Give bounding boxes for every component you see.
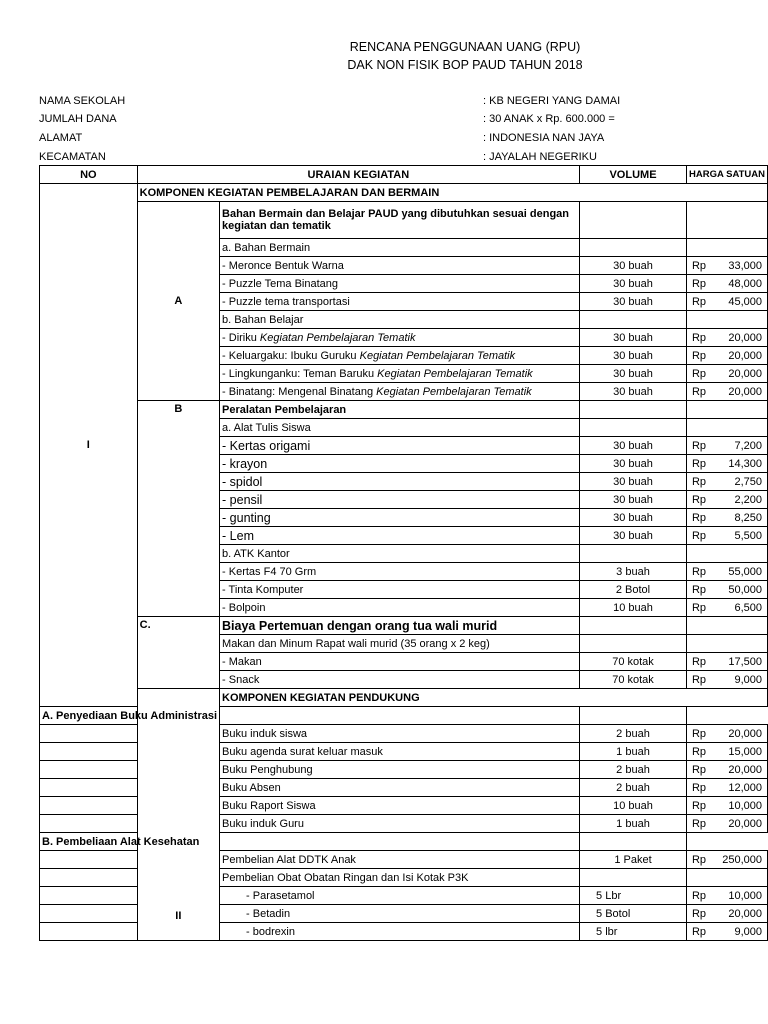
item-volume: 70 kotak <box>580 653 687 671</box>
item-price-cell <box>686 779 767 797</box>
header-uraian: URAIAN KEGIATAN <box>137 166 579 184</box>
empty-cell <box>580 401 687 419</box>
empty-cell <box>580 202 687 239</box>
group-letter: B <box>137 401 219 617</box>
empty-cell <box>686 311 767 329</box>
item-price: 8,250 <box>734 511 762 524</box>
item-name <box>220 329 580 347</box>
item-name: - Puzzle tema transportasi <box>220 293 580 311</box>
empty-cell <box>40 887 138 905</box>
section-number: II <box>137 689 219 941</box>
item-price-cell <box>686 653 767 671</box>
item-price: 20,000 <box>728 331 762 344</box>
item-price: 14,300 <box>728 457 762 470</box>
item-volume: 2 buah <box>580 779 687 797</box>
empty-cell <box>40 797 138 815</box>
item-price: 9,000 <box>734 673 762 686</box>
item-name <box>220 383 580 401</box>
item-price: 20,000 <box>728 385 762 398</box>
subheading: b. ATK Kantor <box>220 545 580 563</box>
item-volume: 3 buah <box>580 563 687 581</box>
item-name: - Lem <box>220 527 580 545</box>
item-volume: 1 buah <box>580 815 687 833</box>
item-price: 10,000 <box>728 799 762 812</box>
info-label: NAMA SEKOLAH <box>39 95 126 107</box>
item-price: 2,200 <box>734 493 762 506</box>
currency-label: Rp <box>691 745 707 758</box>
currency-label: Rp <box>691 475 707 488</box>
item-volume: 5 Botol <box>580 905 687 923</box>
group-letter: C. <box>137 617 219 689</box>
item-name-text: - Diriku <box>222 331 260 344</box>
currency-label: Rp <box>691 529 707 542</box>
item-name: - spidol <box>220 473 580 491</box>
item-volume: 2 Botol <box>580 581 687 599</box>
group-letter: A <box>137 202 219 401</box>
item-price-cell <box>686 923 767 941</box>
empty-cell <box>580 239 687 257</box>
empty-cell <box>220 707 580 725</box>
item-price: 20,000 <box>728 763 762 776</box>
item-price: 33,000 <box>728 259 762 272</box>
empty-cell <box>686 202 767 239</box>
item-name: - Kertas origami <box>220 437 580 455</box>
section-title: KOMPONEN KEGIATAN PENDUKUNG <box>220 689 768 707</box>
item-name <box>220 347 580 365</box>
item-price-cell <box>686 761 767 779</box>
item-name: - Kertas F4 70 Grm <box>220 563 580 581</box>
item-price: 20,000 <box>728 349 762 362</box>
section-title-row <box>40 689 768 707</box>
item-price: 50,000 <box>728 583 762 596</box>
header-volume: VOLUME <box>580 166 687 184</box>
item-volume: 30 buah <box>580 455 687 473</box>
currency-label: Rp <box>691 385 707 398</box>
item-price: 2,750 <box>734 475 762 488</box>
item-price-cell <box>686 797 767 815</box>
subheading: a. Bahan Bermain <box>220 239 580 257</box>
currency-label: Rp <box>691 763 707 776</box>
empty-cell <box>686 617 767 635</box>
item-volume: 30 buah <box>580 293 687 311</box>
empty-cell <box>40 725 138 743</box>
item-volume: 30 buah <box>580 527 687 545</box>
item-name: - gunting <box>220 509 580 527</box>
empty-cell <box>580 617 687 635</box>
empty-cell <box>40 851 138 869</box>
item-name: - Meronce Bentuk Warna <box>220 257 580 275</box>
item-price: 12,000 <box>728 781 762 794</box>
currency-label: Rp <box>691 295 707 308</box>
item-name: Pembelian Alat DDTK Anak <box>220 851 580 869</box>
empty-cell <box>40 815 138 833</box>
subheading: b. Bahan Belajar <box>220 311 580 329</box>
item-name: Buku Penghubung <box>220 761 580 779</box>
currency-label: Rp <box>691 853 707 866</box>
currency-label: Rp <box>691 781 707 794</box>
subheading: Pembelian Obat Obatan Ringan dan Isi Kotak P3K <box>220 869 580 887</box>
item-name: - Bolpoin <box>220 599 580 617</box>
item-volume: 30 buah <box>580 491 687 509</box>
currency-label: Rp <box>691 439 707 452</box>
item-price: 20,000 <box>728 907 762 920</box>
empty-cell <box>686 419 767 437</box>
item-volume: 10 buah <box>580 599 687 617</box>
info-label: ALAMAT <box>39 132 83 144</box>
currency-label: Rp <box>691 889 707 902</box>
item-price-cell <box>686 725 767 743</box>
item-price-cell <box>686 671 767 689</box>
item-name-text: - Lingkunganku: Teman Baruku <box>222 367 378 380</box>
group-title: Bahan Bermain dan Belajar PAUD yang dibutuhkan sesuai dengan kegiatan dan tematik <box>220 202 580 239</box>
item-price-cell <box>686 905 767 923</box>
item-name: Buku Absen <box>220 779 580 797</box>
item-volume: 2 buah <box>580 725 687 743</box>
item-price-cell <box>686 275 767 293</box>
currency-label: Rp <box>691 673 707 686</box>
info-value: : 30 ANAK x Rp. 600.000 = <box>483 113 615 125</box>
subheading-row <box>40 833 768 851</box>
item-price-cell <box>686 473 767 491</box>
subheading: Makan dan Minum Rapat wali murid (35 orang x 2 keg) <box>220 635 580 653</box>
section-title-row <box>40 184 768 202</box>
item-price: 250,000 <box>722 853 762 866</box>
item-price-cell <box>686 293 767 311</box>
document-title: RENCANA PENGGUNAAN UANG (RPU) <box>349 40 581 54</box>
item-name: - Snack <box>220 671 580 689</box>
item-volume: 30 buah <box>580 347 687 365</box>
item-price-cell <box>686 581 767 599</box>
info-value: : KB NEGERI YANG DAMAI <box>483 95 621 107</box>
item-name: - Makan <box>220 653 580 671</box>
item-name: Buku induk siswa <box>220 725 580 743</box>
currency-label: Rp <box>691 655 707 668</box>
item-price-cell <box>686 851 767 869</box>
empty-cell <box>686 635 767 653</box>
section-number: I <box>40 184 138 707</box>
item-name <box>220 365 580 383</box>
item-price: 15,000 <box>728 745 762 758</box>
currency-label: Rp <box>691 349 707 362</box>
item-price-cell <box>686 527 767 545</box>
item-name: - Tinta Komputer <box>220 581 580 599</box>
item-name-italic: Kegiatan Pembelajaran Tematik <box>377 367 533 380</box>
item-name: Buku agenda surat keluar masuk <box>220 743 580 761</box>
item-volume: 70 kotak <box>580 671 687 689</box>
item-price-cell <box>686 455 767 473</box>
empty-cell <box>580 707 687 725</box>
item-price-cell <box>686 815 767 833</box>
empty-cell <box>40 923 138 941</box>
table-header-row <box>40 166 768 184</box>
empty-cell <box>40 779 138 797</box>
document-subtitle: DAK NON FISIK BOP PAUD TAHUN 2018 <box>347 58 583 72</box>
empty-cell <box>686 545 767 563</box>
subheading: A. Penyediaan Buku Administrasi <box>40 707 220 725</box>
empty-cell <box>40 869 138 887</box>
item-price-cell <box>686 383 767 401</box>
item-volume: 30 buah <box>580 329 687 347</box>
item-price: 10,000 <box>728 889 762 902</box>
item-volume: 30 buah <box>580 437 687 455</box>
item-price-cell <box>686 347 767 365</box>
item-price-cell <box>686 563 767 581</box>
info-value: : JAYALAH NEGERIKU <box>483 151 597 163</box>
item-volume: 30 buah <box>580 257 687 275</box>
subheading: a. Alat Tulis Siswa <box>220 419 580 437</box>
item-name-text: - Keluargaku: Ibuku Guruku <box>222 349 360 362</box>
currency-label: Rp <box>691 457 707 470</box>
empty-cell <box>580 833 687 851</box>
item-price-cell <box>686 509 767 527</box>
info-value: : INDONESIA NAN JAYA <box>483 132 605 144</box>
empty-cell <box>580 545 687 563</box>
item-name: Buku induk Guru <box>220 815 580 833</box>
empty-cell <box>40 761 138 779</box>
item-price: 20,000 <box>728 727 762 740</box>
currency-label: Rp <box>691 367 707 380</box>
group-row <box>40 401 768 419</box>
item-volume: 30 buah <box>580 383 687 401</box>
empty-cell <box>580 869 687 887</box>
group-row <box>40 617 768 635</box>
item-price: 20,000 <box>728 817 762 830</box>
currency-label: Rp <box>691 277 707 290</box>
item-price: 48,000 <box>728 277 762 290</box>
subheading-row <box>40 707 768 725</box>
empty-cell <box>220 833 580 851</box>
item-name: Buku Raport Siswa <box>220 797 580 815</box>
info-label: KECAMATAN <box>39 151 106 163</box>
info-label: JUMLAH DANA <box>39 113 117 125</box>
group-title: Biaya Pertemuan dengan orang tua wali murid <box>220 617 580 635</box>
group-row <box>40 202 768 239</box>
item-name-italic: Kegiatan Pembelajaran Tematik <box>259 331 416 344</box>
item-name-italic: Kegiatan Pembelajaran Tematik <box>359 349 516 362</box>
item-price-cell <box>686 365 767 383</box>
currency-label: Rp <box>691 583 707 596</box>
currency-label: Rp <box>691 565 707 578</box>
item-name: - Betadin <box>220 905 580 923</box>
item-price-cell <box>686 491 767 509</box>
item-name-text: - Binatang: Mengenal Binatang <box>222 385 377 398</box>
group-title: Peralatan Pembelajaran <box>220 401 580 419</box>
currency-label: Rp <box>691 511 707 524</box>
item-volume: 5 lbr <box>580 923 687 941</box>
item-volume: 30 buah <box>580 275 687 293</box>
item-price: 7,200 <box>734 439 762 452</box>
currency-label: Rp <box>691 925 707 938</box>
item-price: 20,000 <box>728 367 762 380</box>
currency-label: Rp <box>691 331 707 344</box>
empty-cell <box>580 635 687 653</box>
empty-cell <box>686 869 767 887</box>
empty-cell <box>40 743 138 761</box>
empty-cell <box>686 239 767 257</box>
item-price: 55,000 <box>728 565 762 578</box>
empty-cell <box>40 905 138 923</box>
item-name-italic: Kegiatan Pembelajaran Tematik <box>376 385 532 398</box>
item-volume: 10 buah <box>580 797 687 815</box>
item-price: 45,000 <box>728 295 762 308</box>
item-volume: 1 Paket <box>580 851 687 869</box>
item-name: - Puzzle Tema Binatang <box>220 275 580 293</box>
item-name: - Parasetamol <box>220 887 580 905</box>
section-title: KOMPONEN KEGIATAN PEMBELAJARAN DAN BERMAIN <box>137 184 767 202</box>
item-price-cell <box>686 599 767 617</box>
item-name: - bodrexin <box>220 923 580 941</box>
item-price-cell <box>686 257 767 275</box>
item-name: - krayon <box>220 455 580 473</box>
item-price-cell <box>686 437 767 455</box>
item-volume: 2 buah <box>580 761 687 779</box>
item-volume: 1 buah <box>580 743 687 761</box>
item-volume: 5 Lbr <box>580 887 687 905</box>
item-volume: 30 buah <box>580 473 687 491</box>
item-volume: 30 buah <box>580 509 687 527</box>
item-price-cell <box>686 743 767 761</box>
item-price-cell <box>686 329 767 347</box>
currency-label: Rp <box>691 493 707 506</box>
budget-table <box>39 165 768 941</box>
item-price: 5,500 <box>734 529 762 542</box>
subheading: B. Pembeliaan Alat Kesehatan <box>40 833 220 851</box>
empty-cell <box>580 311 687 329</box>
item-name: - pensil <box>220 491 580 509</box>
header-harga-satuan: HARGA SATUAN <box>686 166 767 184</box>
header-no: NO <box>40 166 138 184</box>
currency-label: Rp <box>691 259 707 272</box>
item-price-cell <box>686 887 767 905</box>
currency-label: Rp <box>691 727 707 740</box>
currency-label: Rp <box>691 799 707 812</box>
empty-cell <box>686 401 767 419</box>
item-price: 17,500 <box>728 655 762 668</box>
currency-label: Rp <box>691 817 707 830</box>
item-price: 6,500 <box>734 601 762 614</box>
currency-label: Rp <box>691 907 707 920</box>
item-volume: 30 buah <box>580 365 687 383</box>
item-price: 9,000 <box>734 925 762 938</box>
currency-label: Rp <box>691 601 707 614</box>
empty-cell <box>580 419 687 437</box>
